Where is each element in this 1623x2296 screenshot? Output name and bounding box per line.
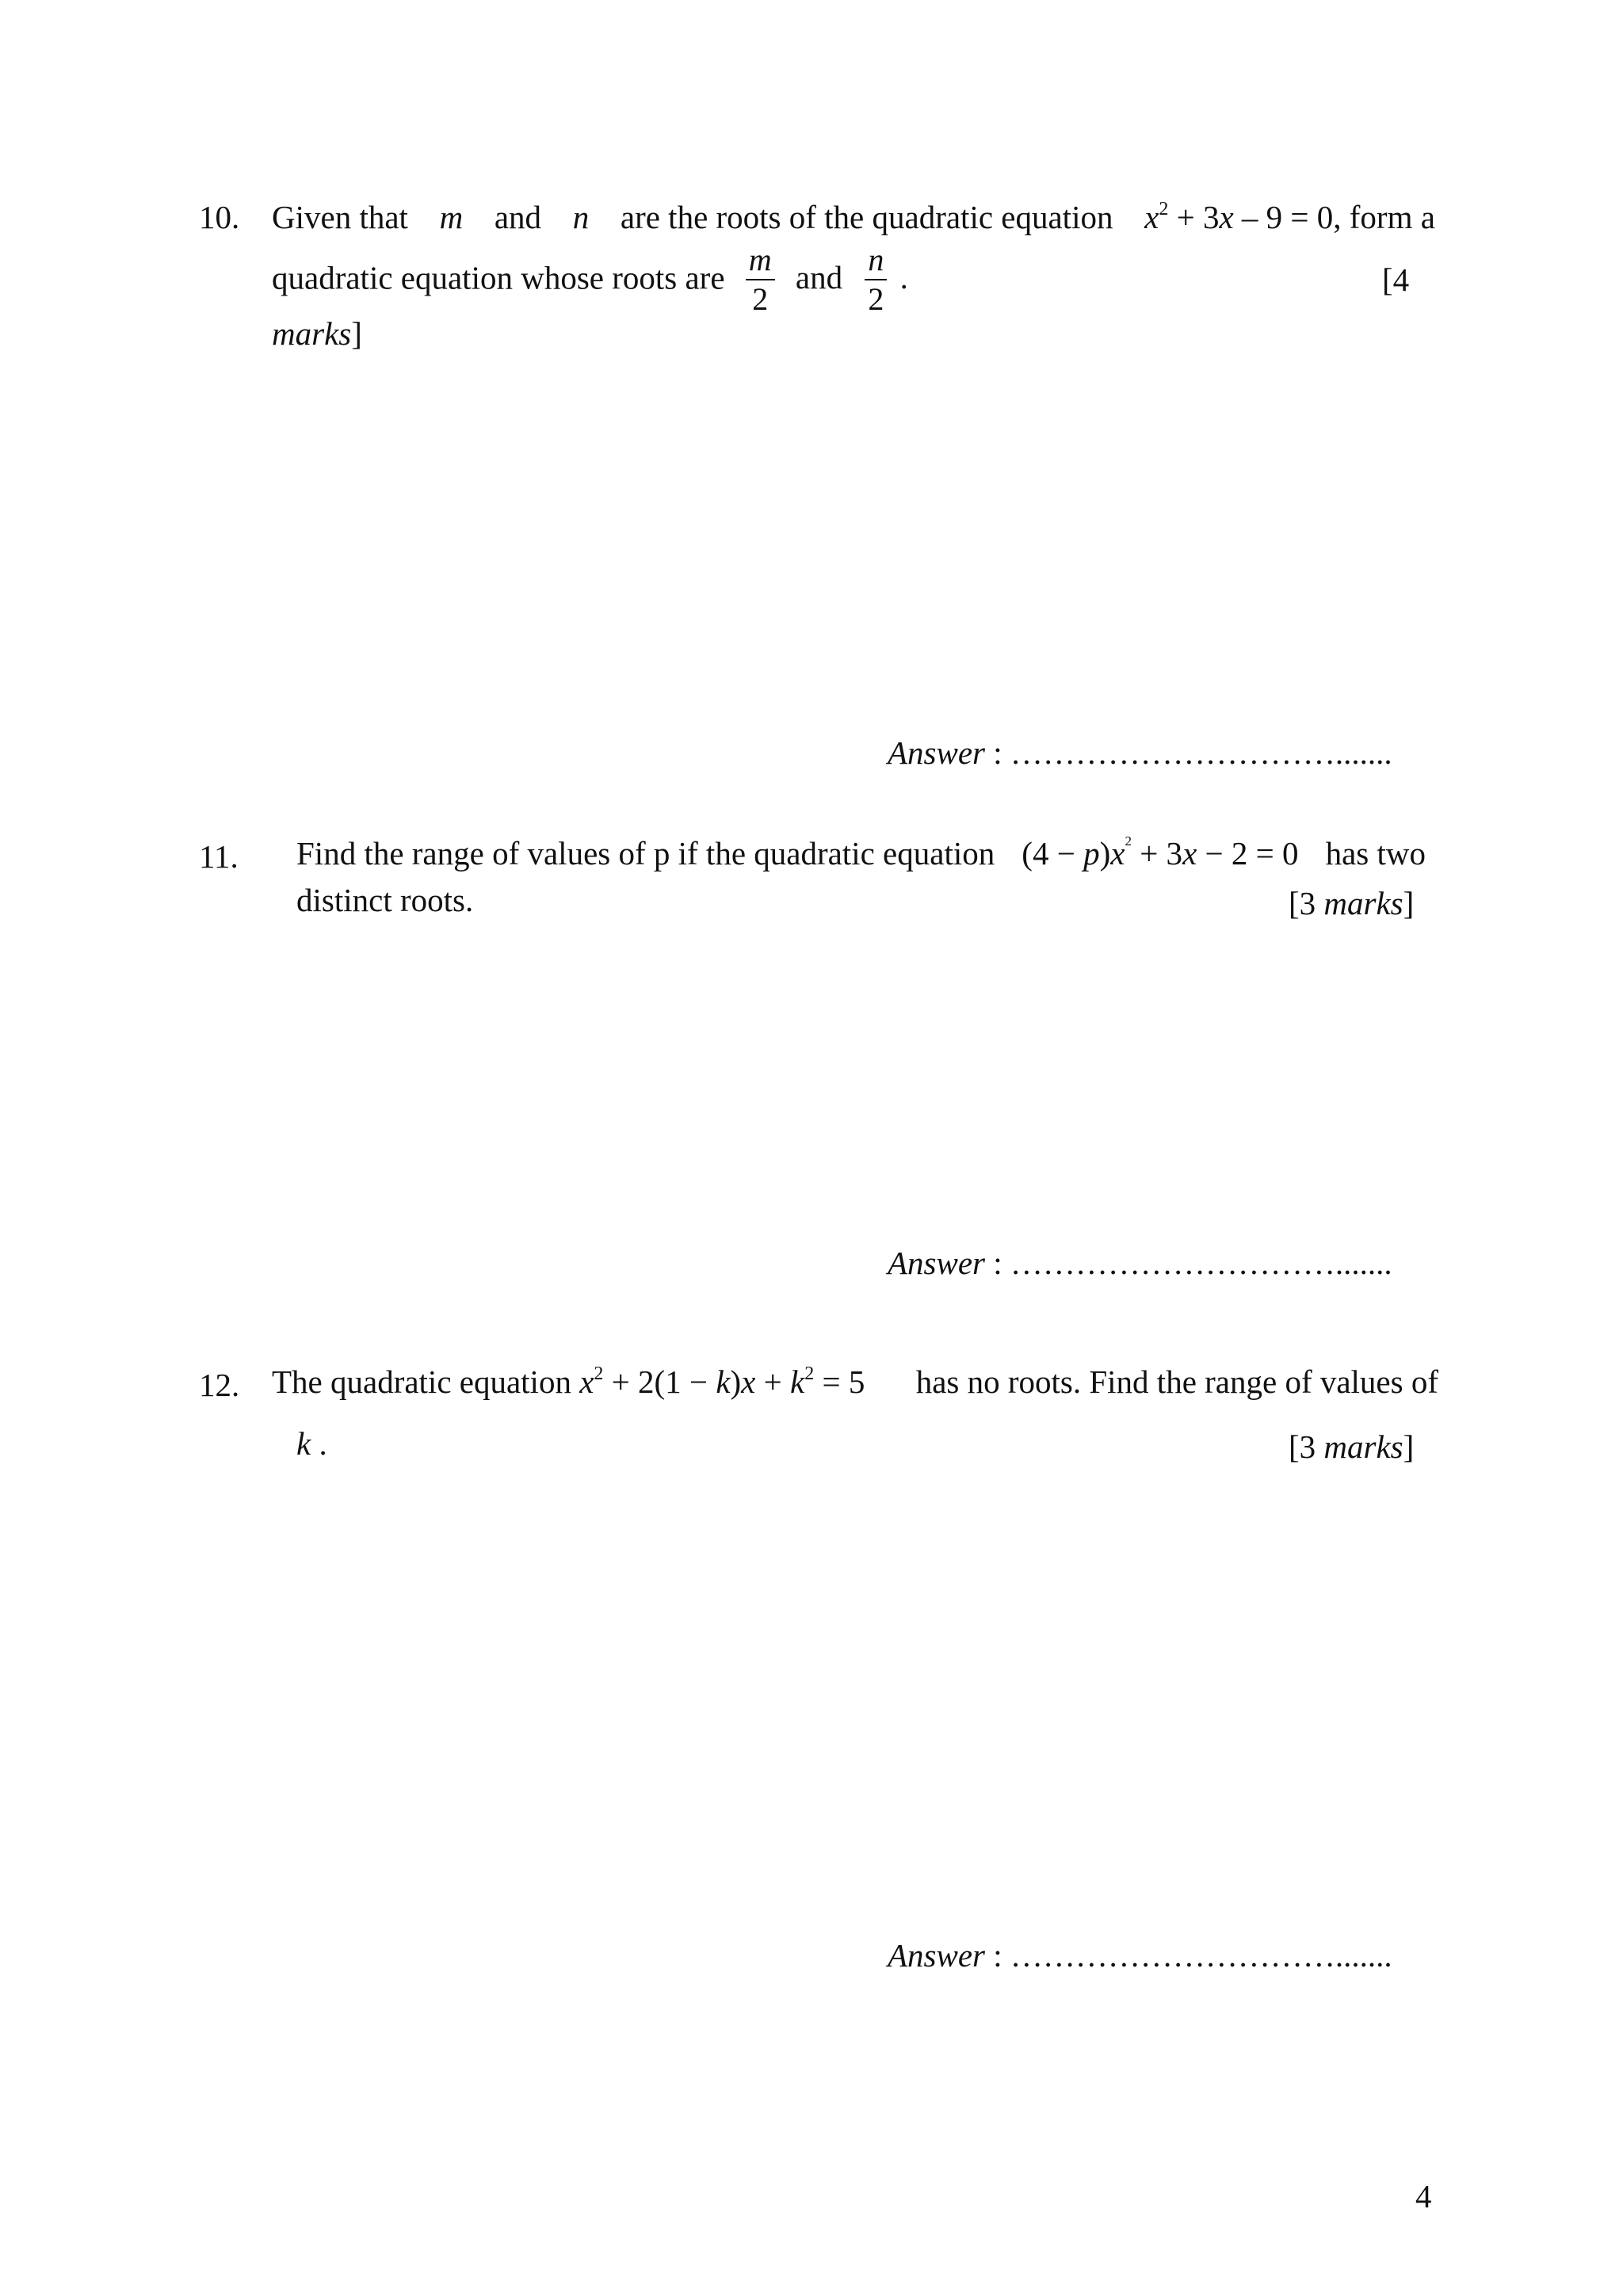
q10-var-m: m <box>439 199 464 235</box>
q10-answer-colon: : <box>985 734 1010 771</box>
q11-equation: $(4 - p)x^2 + 3x - 2 = 0$ <box>1022 833 1299 871</box>
q11-answer-colon: : <box>985 1245 1010 1281</box>
q12-var-k: k <box>296 1425 311 1462</box>
question-12-line-2 <box>296 1425 327 1462</box>
question-10-number: 10. <box>199 199 240 235</box>
q11-text-has-two: has two <box>1325 835 1426 871</box>
q10-fraction-m-over-2: $\frac{m}{2}$ <box>746 244 775 315</box>
q11-marks: [3 marks] <box>1289 885 1415 921</box>
q10-fraction-n-over-2: $\frac{n}{2}$ <box>865 244 887 315</box>
q12-text-quadratic-equation: The quadratic equation <box>272 1363 571 1400</box>
q10-answer-line <box>888 734 1392 772</box>
question-10-line-1 <box>272 201 1435 234</box>
q12-answer-label: Answer <box>888 1937 985 1974</box>
q10-answer-label: Answer <box>888 734 985 771</box>
q12-answer-colon: : <box>985 1937 1010 1974</box>
q10-text-and-2: and <box>795 259 843 296</box>
question-11-line-2: distinct roots. <box>296 882 474 918</box>
q12-text-no-roots: has no roots. Find the range of values of <box>915 1363 1438 1400</box>
q11-text-find-range: Find the range of values of p if the quadratic equation <box>296 835 995 871</box>
q10-period: . <box>899 259 908 296</box>
q12-equation: $x^2 + 2(1 - k)x + k^2 = 5$ <box>579 1363 865 1400</box>
q12-answer-dots[interactable]: …………………………....... <box>1010 1937 1392 1974</box>
q11-answer-dots[interactable]: …………………………....... <box>1010 1245 1392 1281</box>
q12-period: . <box>311 1425 327 1462</box>
q12-marks-word: marks <box>1323 1428 1403 1465</box>
q10-text-given-that: Given that <box>272 199 408 235</box>
question-12-number: 12. <box>199 1367 240 1403</box>
q10-equation: $x^2 + 3x - 9 = 0$, form a <box>1144 199 1435 235</box>
q11-answer-line <box>888 1244 1392 1282</box>
q10-text-whose-roots: quadratic equation whose roots are <box>272 259 725 296</box>
question-11-number: 11. <box>199 838 239 875</box>
q12-marks: [3 marks] <box>1289 1428 1415 1465</box>
question-11-line-1 <box>296 833 1426 871</box>
q11-marks-word: marks <box>1323 885 1403 921</box>
q11-answer-label: Answer <box>888 1245 985 1281</box>
q10-text-roots-of-equation: are the roots of the quadratic equation <box>620 199 1113 235</box>
q12-eq-group <box>272 1363 865 1400</box>
q10-marks-open: [4 <box>1382 261 1410 298</box>
page-number: 4 <box>1415 2178 1432 2214</box>
question-10-line-2 <box>272 242 908 317</box>
q10-marks-line <box>272 315 362 352</box>
q10-answer-dots[interactable]: …………………………....... <box>1010 734 1392 771</box>
q12-answer-line <box>888 1936 1392 1974</box>
question-12-line-1 <box>272 1363 1438 1400</box>
q10-text-and: and <box>494 199 542 235</box>
q10-marks-word: marks <box>272 315 352 352</box>
q10-marks-close: ] <box>351 315 362 352</box>
q10-var-n: n <box>572 199 590 235</box>
